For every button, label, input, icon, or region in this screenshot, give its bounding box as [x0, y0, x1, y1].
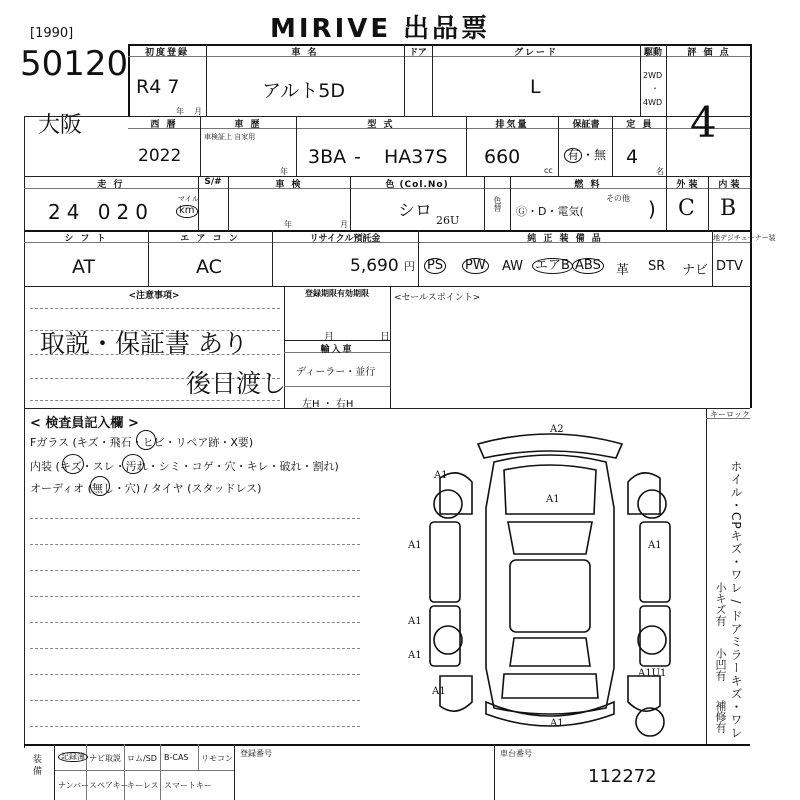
score: 4 [690, 98, 717, 147]
ac: AC [196, 256, 222, 278]
model-label: 型 式 [367, 120, 395, 130]
inspector-title: < 検査員記入欄 > [30, 416, 139, 431]
drive-label: 駆動 [643, 48, 662, 58]
equip-ps: PS [424, 258, 446, 274]
recycle-label: リサイクル預託金 [309, 234, 381, 244]
page-title: MIRIVE 出品票 [270, 14, 491, 44]
history-sub: 車検証上 自家用 [204, 133, 256, 141]
interior-line: 内装 (キズ・スレ・汚れ・シミ・コゲ・穴・キレ・破れ・割れ) [30, 460, 339, 473]
seats-label: 定 員 [626, 120, 654, 130]
first-reg-label: 初度登録 [144, 48, 189, 58]
grade: L [530, 76, 541, 98]
color-label: 色 (Col.No) [385, 180, 449, 190]
side-note-3: 小凹有 [714, 648, 727, 681]
equip-navi: ナビ [682, 263, 709, 278]
tv: DTV [716, 259, 743, 274]
side-note: ホイル・CPキズ・ワレ / ドアミラーキズ・ワレ [729, 460, 743, 740]
key-lock-label: キーロック [710, 410, 750, 419]
equip-airbag: エアB [532, 258, 573, 274]
color-code: 26U [436, 214, 460, 227]
equip-sr: SR [648, 259, 666, 274]
score-label: 評 価 点 [687, 48, 731, 58]
mark-a1-left: A1 [408, 540, 422, 551]
notes-label: <注意事項> [128, 291, 180, 301]
side-note-2: 小キズ有 [714, 582, 727, 626]
car-name: アルト5D [262, 80, 345, 102]
import-label: 輸入車 [320, 345, 354, 355]
equip-leather: 革 [616, 263, 630, 278]
acc-plate: ナンバー [58, 781, 90, 790]
displacement: 660 [484, 146, 521, 168]
interior: B [720, 196, 737, 221]
western-year: 2022 [138, 146, 182, 166]
displacement-label: 排気量 [495, 120, 529, 130]
acc-smart-key: スマートキー [164, 781, 212, 790]
handle-value: 左H ・ 右H [302, 399, 354, 410]
handwritten-note-1: 取説・保証書 あり [40, 329, 248, 358]
ac-label: エ ア コ ン [180, 234, 240, 244]
seats: 4 [626, 146, 639, 168]
drive-dot: ・ [651, 84, 659, 93]
mark-a1-rl: A1 [408, 650, 422, 661]
acc-rom-sd: ロム/SD [127, 754, 157, 763]
month-unit: 月 [194, 107, 202, 116]
handwritten-note-2: 後日渡し [186, 369, 287, 398]
acc-bcas: B-CAS [164, 753, 189, 762]
acc-navi-manual: ナビ取説 [89, 754, 121, 763]
auction-code: [1990] [30, 26, 74, 41]
mark-a2: A2 [550, 424, 564, 435]
mark-a1-rr: A1 [432, 686, 446, 697]
first-reg-value: R4 7 [136, 76, 180, 98]
fuel-close: ) [648, 197, 656, 221]
acc-remote: リモコン [201, 754, 233, 763]
reg-number-label: 登録番号 [240, 749, 272, 758]
mark-a1-right: A1 [648, 540, 662, 551]
seats-unit: 名 [656, 167, 664, 176]
audio-line: オーディオ (無し・穴) / タイヤ (スタッドレス) [30, 482, 262, 495]
import-value: ディーラー・並行 [296, 367, 376, 378]
color: シロ [398, 201, 432, 221]
model-code: HA37S [384, 146, 448, 168]
mileage-unit-top: マイル [178, 195, 199, 203]
lot-number: 50120 [20, 44, 129, 84]
mileage-unit: km [176, 205, 198, 218]
color-change-label: 色替 [493, 196, 502, 212]
mark-a1-hood: A1 [546, 494, 560, 505]
drive-2wd: 2WD [643, 71, 663, 80]
reg-month: 月 [324, 332, 334, 343]
odo-label: S/# [204, 177, 222, 187]
yen-unit: 円 [404, 260, 415, 273]
equip-abs: ABS [572, 258, 604, 274]
cc-unit: cc [544, 166, 553, 175]
drive-4wd: 4WD [643, 98, 663, 107]
shift: AT [72, 256, 96, 278]
reg-expiry-label: 登録期限有効期限 [305, 289, 369, 298]
car-diagram [400, 418, 700, 740]
acc-spare-key: スペアキー [89, 781, 129, 790]
accessories-label: 装 備 [31, 754, 41, 775]
history-label: 車 歴 [234, 120, 262, 130]
fuel-options: Ⓖ・D・電気( [516, 205, 584, 218]
chassis-label: 車台番号 [500, 749, 532, 758]
mark-a1u1: A1U1 [638, 668, 667, 679]
glass-line: Fガラス (キズ・飛石・ヒビ・リペア跡・X要) [30, 436, 254, 449]
model-prefix: 3BA [308, 146, 347, 168]
warranty-value: 有 ・無 [564, 146, 606, 163]
side-note-4: 補修有 [714, 700, 727, 733]
model-dash: - [354, 146, 361, 168]
equip-aw: AW [502, 259, 524, 274]
mark-a1-left2: A1 [408, 616, 422, 627]
interior-label: 内 装 [718, 180, 740, 190]
grade-label: グレード [513, 48, 558, 58]
exterior: C [678, 196, 695, 221]
insp-year-unit: 年 [284, 220, 292, 229]
western-year-label: 西 暦 [150, 120, 178, 130]
car-name-label: 車 名 [291, 48, 319, 58]
equip-label: 純 正 装 備 品 [527, 234, 603, 244]
region: 大阪 [38, 113, 83, 138]
warranty-label: 保証書 [572, 120, 600, 130]
mileage-label: 走 行 [97, 180, 125, 190]
acc-keyless: キーレス [127, 781, 159, 790]
mark-a1-fl: A1 [434, 470, 448, 481]
mileage: 24 020 [48, 200, 154, 224]
warranty-selected: 有 [564, 148, 582, 163]
year-unit: 年 [176, 107, 184, 116]
shift-label: シ フ ト [64, 234, 108, 244]
sales-point-label: <セールスポイント> [394, 293, 481, 303]
reg-day: 日 [380, 332, 390, 343]
recycle-amount: 5,690 [350, 256, 399, 276]
mark-a1-rear: A1 [550, 718, 564, 729]
tv-label: 地デジチューナー装 [713, 234, 776, 242]
door-label: ドア [409, 48, 427, 58]
insp-month-unit: 月 [340, 220, 348, 229]
acc-record: 記録簿 [58, 752, 88, 762]
inspection-date-label: 車 検 [275, 180, 303, 190]
fuel-label: 燃 料 [574, 180, 602, 190]
equip-pw: PW [462, 258, 489, 274]
chassis-number: 112272 [588, 766, 657, 787]
exterior-label: 外 装 [676, 180, 698, 190]
fuel-other-label: その他 [606, 194, 630, 203]
